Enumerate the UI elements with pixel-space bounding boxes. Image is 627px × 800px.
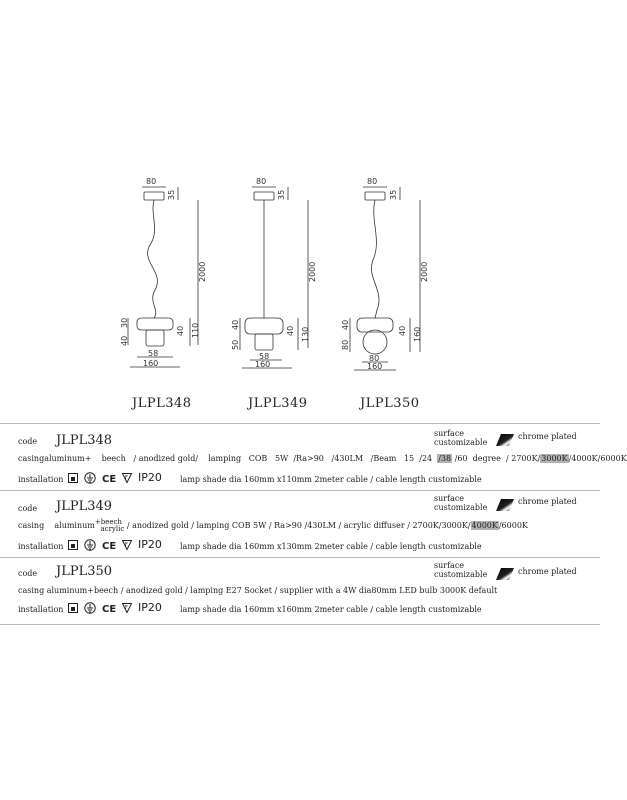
surface-label: surface bbox=[434, 561, 465, 570]
dim-top-height: 35 bbox=[389, 189, 398, 200]
ceiling-mount-icon bbox=[68, 540, 78, 550]
surface-label: surface bbox=[434, 429, 465, 438]
material-text: beech bbox=[101, 454, 126, 463]
svg-text:CE: CE bbox=[102, 603, 117, 615]
dim-side-b: 40 bbox=[398, 325, 407, 336]
drawing-jlpl349 bbox=[231, 177, 317, 369]
shade-note: lamp shade dia 160mm x130mm 2meter cable / cable length customizable bbox=[180, 542, 482, 551]
wattage-text: 5W bbox=[274, 454, 289, 463]
dim-total-length: 2000 bbox=[420, 261, 429, 282]
chrome-swatch-icon bbox=[496, 431, 514, 443]
dim-side-a: 30 bbox=[120, 317, 129, 328]
dim-top-width: 80 bbox=[146, 177, 157, 186]
dim-top-width: 80 bbox=[367, 177, 378, 186]
code-label: code bbox=[18, 504, 38, 513]
dim-side-d: 110 bbox=[191, 322, 200, 338]
material-text: aluminum bbox=[54, 521, 95, 530]
dim-side-c: 80 bbox=[341, 339, 350, 350]
drawing-jlpl350 bbox=[341, 177, 429, 371]
cob-text: COB bbox=[248, 454, 268, 463]
drawing-caption-jlpl350: JLPL350 bbox=[360, 396, 420, 411]
ip-rating: IP20 bbox=[138, 538, 162, 551]
casing-text: casing bbox=[18, 521, 45, 530]
spec-line bbox=[18, 518, 528, 533]
ce-mark-icon bbox=[102, 603, 116, 613]
dim-total-length: 2000 bbox=[198, 261, 207, 282]
code-label: code bbox=[18, 569, 38, 578]
finish-label: chrome plated bbox=[518, 497, 577, 506]
shade-note: lamp shade dia 160mm x110mm 2meter cable / cable length customizable bbox=[180, 475, 482, 484]
chrome-swatch-icon bbox=[496, 565, 514, 577]
svg-text:F: F bbox=[125, 541, 128, 548]
ceiling-mount-icon bbox=[68, 603, 78, 613]
svg-text:CE: CE bbox=[102, 540, 117, 552]
dim-top-height: 35 bbox=[277, 189, 286, 200]
beam-angle: 15 bbox=[403, 454, 415, 463]
code-label: code bbox=[18, 437, 38, 446]
dim-side-d: 130 bbox=[301, 326, 310, 342]
beam-angle: /24 bbox=[419, 454, 433, 463]
product-code: JLPL350 bbox=[56, 564, 113, 579]
customizable-label: customizable bbox=[434, 570, 488, 579]
cct-text: /4000K/6000K bbox=[568, 454, 627, 463]
drawing-caption-jlpl349: JLPL349 bbox=[248, 396, 308, 411]
ground-icon bbox=[84, 539, 96, 551]
svg-text:CE: CE bbox=[102, 473, 117, 485]
triangle-mark-icon bbox=[122, 540, 132, 550]
installation-label: installation bbox=[18, 542, 64, 551]
triangle-mark-icon bbox=[122, 603, 132, 613]
dim-side-c: 50 bbox=[231, 339, 240, 350]
beam-angle: /60 bbox=[454, 454, 468, 463]
material-superscript: +beech bbox=[94, 518, 122, 526]
triangle-mark-icon bbox=[122, 473, 132, 483]
spec-detail-text: / anodized gold / lamping COB 5W / Ra>90 /430LM / acrylic diffuser / 2700K/3000K/ bbox=[126, 521, 471, 530]
dim-side-b: 40 bbox=[286, 325, 295, 336]
lamping-text: lamping bbox=[208, 454, 242, 463]
drawing-jlpl348 bbox=[120, 177, 207, 368]
svg-text:F: F bbox=[125, 474, 128, 481]
spec-line: casing aluminum+beech / anodized gold / lamping E27 Socket / supplier with a 4W dia80mm LED bulb 3000K default bbox=[18, 586, 498, 595]
ra-text: /Ra>90 bbox=[293, 454, 324, 463]
ce-mark-icon bbox=[102, 540, 116, 550]
beam-text: /Beam bbox=[370, 454, 397, 463]
dim-side-b: 40 bbox=[176, 325, 185, 336]
cct-text: /6000K bbox=[498, 521, 528, 530]
installation-label: installation bbox=[18, 605, 64, 614]
product-code: JLPL348 bbox=[56, 433, 113, 448]
chrome-swatch-icon bbox=[496, 496, 514, 508]
spec-block-jlpl348 bbox=[0, 424, 627, 490]
cct-text: / 2700K/ bbox=[505, 454, 541, 463]
dim-side-c: 40 bbox=[120, 335, 129, 346]
spec-block-jlpl349 bbox=[0, 491, 600, 557]
ceiling-mount-icon bbox=[68, 473, 78, 483]
surface-label: surface bbox=[434, 494, 465, 503]
customizable-label: customizable bbox=[434, 438, 488, 447]
drawing-caption-jlpl348: JLPL348 bbox=[132, 396, 192, 411]
ground-icon bbox=[84, 602, 96, 614]
dim-bottom-outer: 160 bbox=[255, 360, 271, 369]
ip-rating: IP20 bbox=[138, 601, 162, 614]
product-code: JLPL349 bbox=[56, 499, 113, 514]
customizable-label: customizable bbox=[434, 503, 488, 512]
dim-bottom-outer: 160 bbox=[367, 362, 383, 371]
divider bbox=[0, 624, 600, 625]
cert-icons bbox=[68, 538, 162, 551]
material-subscript: acrylic bbox=[100, 525, 125, 533]
cert-icons bbox=[68, 601, 162, 614]
shade-note: lamp shade dia 160mm x160mm 2meter cable / cable length customizable bbox=[180, 605, 482, 614]
beam-angle-selected: /38 bbox=[438, 454, 452, 463]
finish-label: chrome plated bbox=[518, 567, 577, 576]
dim-total-length: 2000 bbox=[308, 261, 317, 282]
ground-icon bbox=[84, 472, 96, 484]
cert-icons bbox=[68, 471, 162, 484]
dim-side-d: 160 bbox=[413, 326, 422, 342]
dim-side-a: 40 bbox=[231, 319, 240, 330]
dim-bottom-inner: 80 bbox=[369, 354, 380, 363]
dim-top-width: 80 bbox=[256, 177, 267, 186]
casing-text: casingaluminum+ bbox=[18, 454, 92, 463]
dim-bottom-outer: 160 bbox=[143, 359, 159, 368]
ip-rating: IP20 bbox=[138, 471, 162, 484]
cct-selected: 3000K bbox=[541, 454, 568, 463]
lumen-text: /430LM bbox=[331, 454, 364, 463]
dim-bottom-inner: 58 bbox=[148, 349, 159, 358]
dim-top-height: 35 bbox=[167, 189, 176, 200]
degree-text: degree bbox=[472, 454, 501, 463]
cct-selected: 4000K bbox=[471, 521, 498, 530]
svg-text:F: F bbox=[125, 604, 128, 611]
dim-side-a: 40 bbox=[341, 319, 350, 330]
spec-block-jlpl350 bbox=[0, 558, 600, 624]
installation-label: installation bbox=[18, 475, 64, 484]
ce-mark-icon bbox=[102, 473, 116, 483]
spec-line bbox=[18, 455, 627, 463]
finish-text: / anodized gold/ bbox=[133, 454, 199, 463]
finish-label: chrome plated bbox=[518, 432, 577, 441]
dim-bottom-inner: 58 bbox=[259, 352, 270, 361]
